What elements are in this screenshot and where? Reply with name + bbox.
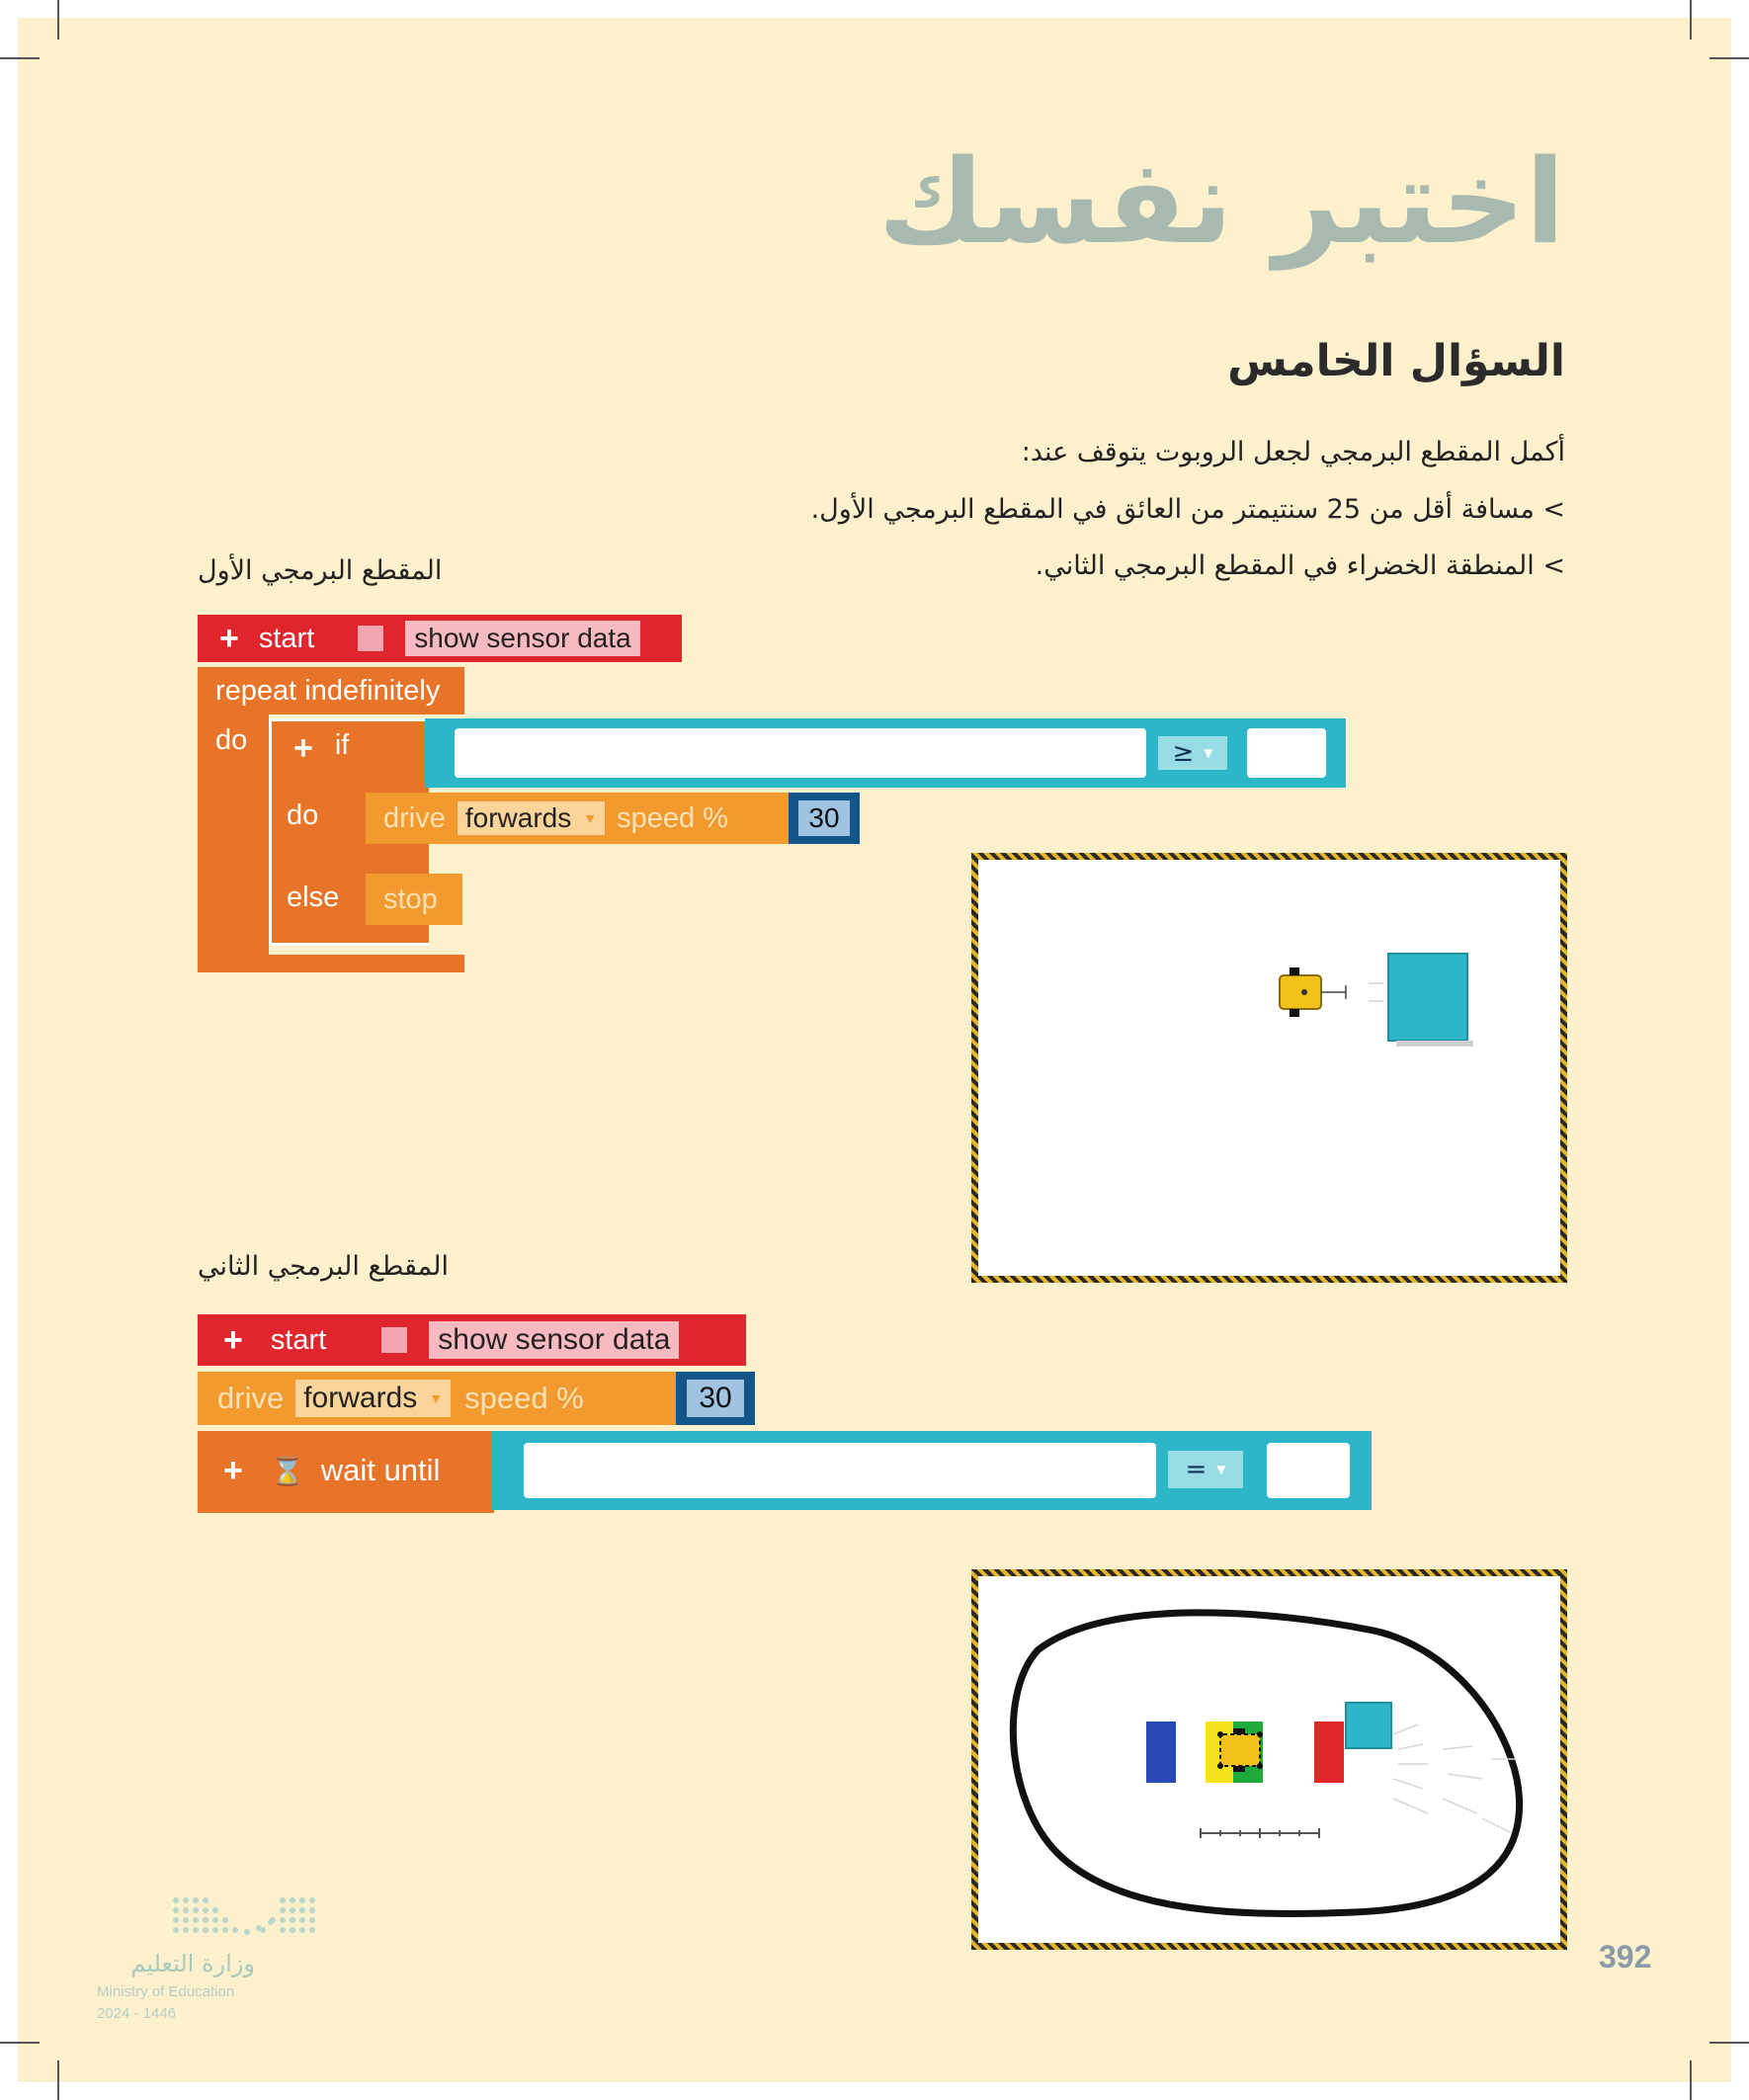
ministry-name-english: Ministry of Education xyxy=(97,1983,235,2000)
speed-label: speed % xyxy=(464,1381,584,1415)
obstacle-box xyxy=(1346,1703,1391,1748)
condition-left-input[interactable] xyxy=(455,728,1146,778)
page-title: اختبر نفسك xyxy=(877,133,1565,270)
speed-value-block[interactable] xyxy=(789,793,860,844)
wait-until-label: wait until xyxy=(320,1453,441,1487)
stop-label: stop xyxy=(383,882,438,915)
question-heading: السؤال الخامس xyxy=(1227,336,1565,386)
condition-left-input[interactable] xyxy=(524,1443,1156,1498)
red-zone xyxy=(1314,1722,1344,1783)
crop-mark xyxy=(1709,57,1749,59)
repeat-block-body xyxy=(198,714,269,957)
ruler xyxy=(1201,1828,1319,1838)
repeat-block[interactable] xyxy=(198,667,464,714)
drive-label: drive xyxy=(217,1381,285,1415)
if-do-label-wrap xyxy=(287,796,356,835)
speed-value[interactable]: 30 xyxy=(687,1380,744,1417)
condition-right-input[interactable] xyxy=(1267,1443,1350,1498)
if-label: if xyxy=(334,729,350,761)
wait-block-footer xyxy=(198,1507,494,1513)
ministry-year: 2024 - 1446 xyxy=(97,2005,177,2022)
speed-label: speed % xyxy=(617,801,728,834)
robot-icon xyxy=(1217,1728,1263,1772)
section-2-label: المقطع البرمجي الثاني xyxy=(198,1251,449,1282)
crop-mark xyxy=(0,57,40,59)
simulation-panel-2 xyxy=(971,1569,1567,1950)
crop-mark xyxy=(1709,2042,1749,2044)
start-label: start xyxy=(258,622,315,654)
checkbox-icon[interactable] xyxy=(358,626,383,651)
obstacle-box xyxy=(1388,954,1467,1041)
crop-mark xyxy=(57,2060,59,2100)
section-1-label: المقطع البرمجي الأول xyxy=(198,555,443,586)
drive-block[interactable] xyxy=(366,793,792,844)
stop-block[interactable] xyxy=(366,874,462,925)
ministry-logo-dots xyxy=(168,1892,395,1952)
start-block[interactable] xyxy=(198,1314,746,1366)
track-loop xyxy=(1013,1613,1519,1914)
crop-mark xyxy=(1690,0,1692,40)
obstacle-shadow xyxy=(1396,1041,1473,1047)
track-scene xyxy=(978,1576,1560,1943)
drive-block[interactable] xyxy=(198,1372,680,1425)
inner-do-label: do xyxy=(287,798,319,831)
show-sensor-data-chip[interactable]: show sensor data xyxy=(405,621,639,656)
show-sensor-data-chip[interactable]: show sensor data xyxy=(429,1321,679,1359)
hourglass-icon: ⌛ xyxy=(270,1455,305,1486)
blue-zone xyxy=(1146,1722,1176,1783)
drive-label: drive xyxy=(383,801,446,834)
plus-icon[interactable]: + xyxy=(219,619,239,657)
crop-mark xyxy=(1690,2060,1692,2100)
instruction-bullet-2: > المنطقة الخضراء في المقطع البرمجي الثاني. xyxy=(1035,550,1565,581)
plus-icon[interactable]: + xyxy=(223,1320,243,1359)
direction-dropdown[interactable]: forwards ▼ xyxy=(295,1380,451,1417)
repeat-label: repeat indefinitely xyxy=(215,674,441,707)
obstacle-scene xyxy=(978,860,1560,1276)
ministry-name-arabic: وزارة التعليم xyxy=(130,1950,255,1977)
do-label: do xyxy=(215,724,248,756)
robot-icon xyxy=(1280,967,1383,1017)
speed-value-block[interactable] xyxy=(676,1372,755,1425)
simulation-panel-1 xyxy=(971,853,1567,1283)
speed-value[interactable]: 30 xyxy=(798,800,850,836)
page-number: 392 xyxy=(1599,1939,1652,1974)
instruction-intro: أكمل المقطع البرمجي لجعل الروبوت يتوقف عند: xyxy=(1021,437,1565,467)
instruction-bullet-1: > مسافة أقل من 25 سنتيمتر من العائق في المقطع البرمجي الأول. xyxy=(810,494,1565,525)
else-label: else xyxy=(287,881,340,913)
start-label: start xyxy=(270,1323,327,1356)
checkbox-icon[interactable] xyxy=(381,1327,407,1353)
condition-right-input[interactable] xyxy=(1247,728,1326,778)
sensor-rays xyxy=(1393,1724,1517,1833)
direction-dropdown[interactable]: forwards ▼ xyxy=(458,801,605,835)
start-block[interactable] xyxy=(198,615,682,662)
if-else-label-wrap xyxy=(287,878,356,917)
crop-mark xyxy=(57,0,59,40)
wait-until-block[interactable] xyxy=(198,1431,494,1510)
comparison-operator-dropdown[interactable]: ≥ ▼ xyxy=(1158,736,1227,770)
comparison-operator-dropdown[interactable]: = ▼ xyxy=(1168,1451,1243,1488)
plus-icon[interactable]: + xyxy=(293,729,313,767)
repeat-block-footer xyxy=(198,955,464,972)
plus-icon[interactable]: + xyxy=(223,1451,243,1489)
crop-mark xyxy=(0,2042,40,2044)
